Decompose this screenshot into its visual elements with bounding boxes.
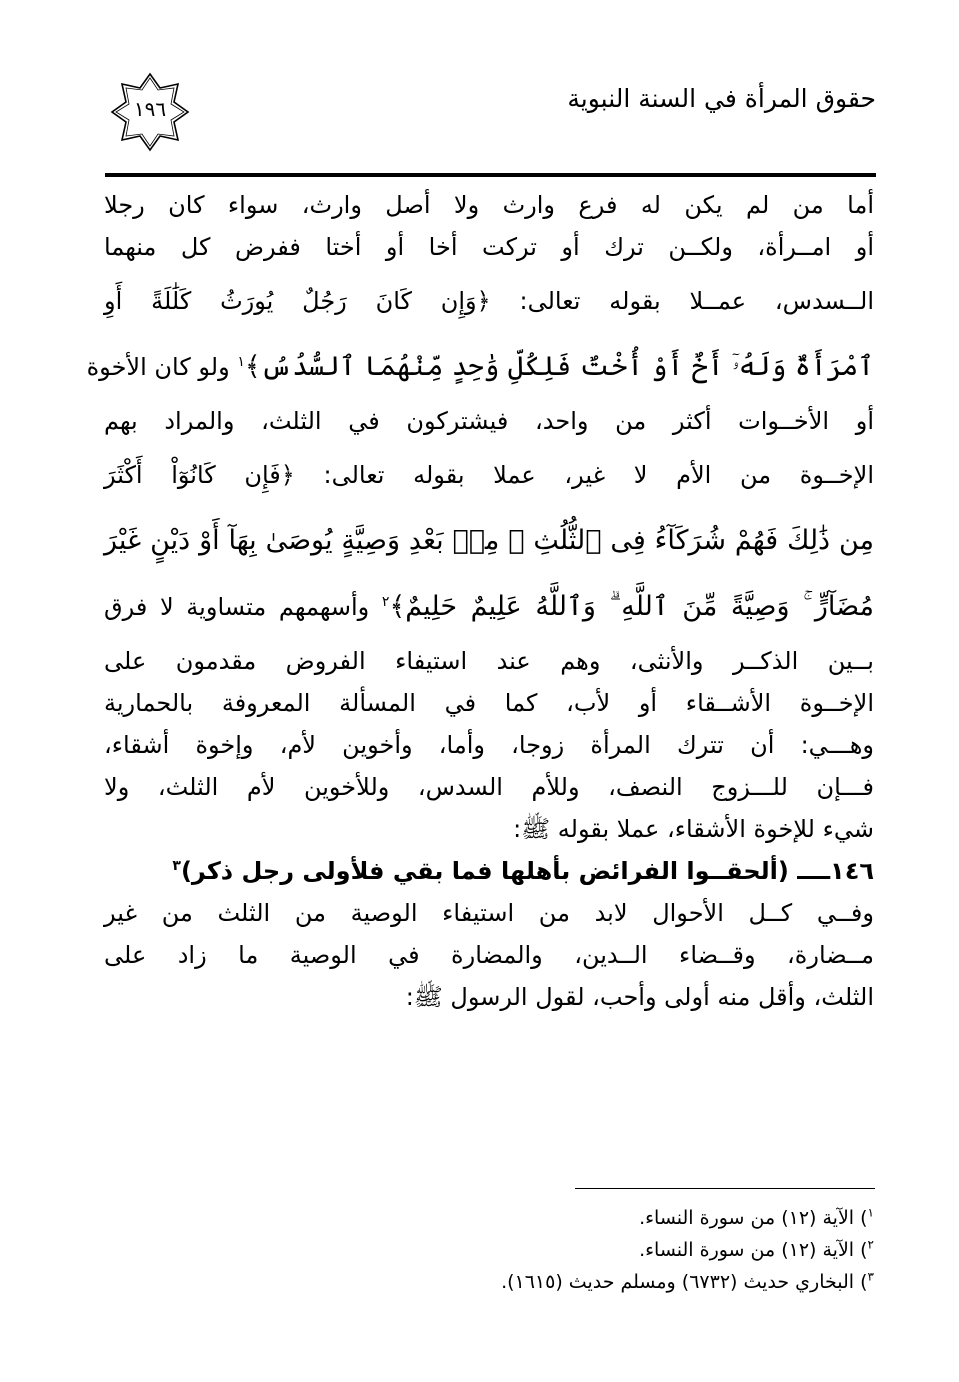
footnote-number: ٣ — [867, 1269, 874, 1284]
footnote-ref: ٢ — [381, 594, 390, 610]
text-line: فـــإن للـــزوج النصف، وللأم السدس، وللأخوين لأم الثلث، ولا — [104, 773, 874, 801]
footnote-rule — [575, 1188, 875, 1189]
hadith-line — [104, 850, 874, 892]
text-line-tail: وأسهمهم متساوية لا فرق — [104, 593, 370, 621]
footnote-text: البخاري حديث (٦٧٣٢) ومسلم حديث (١٦١٥). — [501, 1271, 855, 1293]
footnote-number: ٢ — [867, 1237, 874, 1252]
footnote-2: $^٢$) الآية (١٢) من سورة النساء. — [639, 1237, 874, 1261]
quran-verse: مِن ذَٰلِكَ فَهُمْ شُرَكَآءُ فِى ٱلثُّلُثِ ۚ مِنۢ بَعْدِ وَصِيَّةٍ يُوصَىٰ بِهَآ أَوْ دَيْنٍ غَيْرَ — [104, 525, 874, 556]
footnote-text: الآية (١٢) من سورة النساء. — [639, 1207, 855, 1229]
quran-verse: ٱمْرَأَةٌ وَلَهُۥٓ أَخٌ أَوْ أُخْتٌ فَلِكُلِّ وَٰحِدٍ مِّنْهُمَا ٱلسُّدُسُ﴾ — [244, 351, 874, 382]
footnote-number: ١ — [867, 1205, 874, 1220]
text-line: الإخــوة الأشــقاء أو لأب، كما في المسألة المعروفة بالحمارية — [104, 689, 874, 717]
page-header — [100, 60, 876, 170]
footnotes — [300, 1202, 874, 1298]
footnote-3: $^٣$) البخاري حديث (٦٧٣٢) ومسلم حديث (١٦١٥). — [501, 1269, 874, 1293]
book-title: حقوق المرأة في السنة النبوية — [567, 84, 876, 113]
text-line: وفــي كــل الأحوال لابد من استيفاء الوصية من الثلث من غير — [104, 899, 874, 927]
text-line-quran — [104, 268, 874, 334]
page-number-ornament — [110, 72, 190, 152]
main-text — [86, 184, 874, 1018]
footnote-ref: ٣ — [172, 858, 181, 874]
text-line-tail: ولو كان الأخوة — [86, 353, 230, 381]
footnote-1: $^١$) الآية (١٢) من سورة النساء. — [639, 1205, 874, 1229]
header-rule — [105, 173, 876, 177]
quran-verse: مُضَآرٍّ ۚ وَصِيَّةً مِّنَ ٱللَّهِ ۗ وَٱللَّهُ عَلِيمٌ حَلِيمٌ﴾ — [389, 591, 874, 622]
text-line: مــضارة، وقــضاء الــدين، والمضارة في الوصية ما زاد على — [104, 941, 874, 969]
text-line: أو الأخــوات أكثر من واحد، فيشتركون في الثلث، والمراد بهم — [104, 407, 874, 435]
text-line-content: الــسدس، عمــلا بقوله تعالى: ﴿وَإِن كَانَ رَجُلٌ يُورَثُ كَلَٰلَةً أَوِ — [104, 287, 874, 315]
text-line: الثلث، وأقل منه أولى وأحب، لقول الرسول ﷺ: — [405, 983, 874, 1011]
text-line-quran — [104, 574, 874, 640]
text-line-quran — [86, 334, 874, 400]
text-line: أما من لم يكن له فرع وارث ولا أصل وارث، سواء كان رجلا — [104, 191, 874, 219]
footnote-ref: ١ — [237, 354, 245, 370]
footnote-text: الآية (١٢) من سورة النساء. — [639, 1239, 855, 1261]
hadith-text: ١٤٦ــــ (ألحقــوا الفرائض بأهلها فما بقي فلأولى رجل ذكر) — [180, 857, 874, 885]
text-line: أو امــرأة، ولكــن ترك أو تركت أخا أو أختا ففرض كل منهما — [104, 233, 874, 261]
text-line-quran: الإخــوة من الأم لا غير، عملا بقوله تعالى: ﴿فَإِن كَانُوٓاْ أَكْثَرَ — [104, 461, 874, 489]
page-number: ١٩٦ — [133, 97, 167, 121]
text-line: شيء للإخوة الأشقاء، عملا بقوله ﷺ: — [513, 815, 874, 843]
text-line: وهـــي: أن تترك المرأة زوجا، وأما، وأخوين لأم، وإخوة أشقاء، — [104, 731, 874, 759]
text-line: بــين الذكــر والأنثى، وهم عند استيفاء الفروض مقدمون على — [104, 647, 874, 675]
